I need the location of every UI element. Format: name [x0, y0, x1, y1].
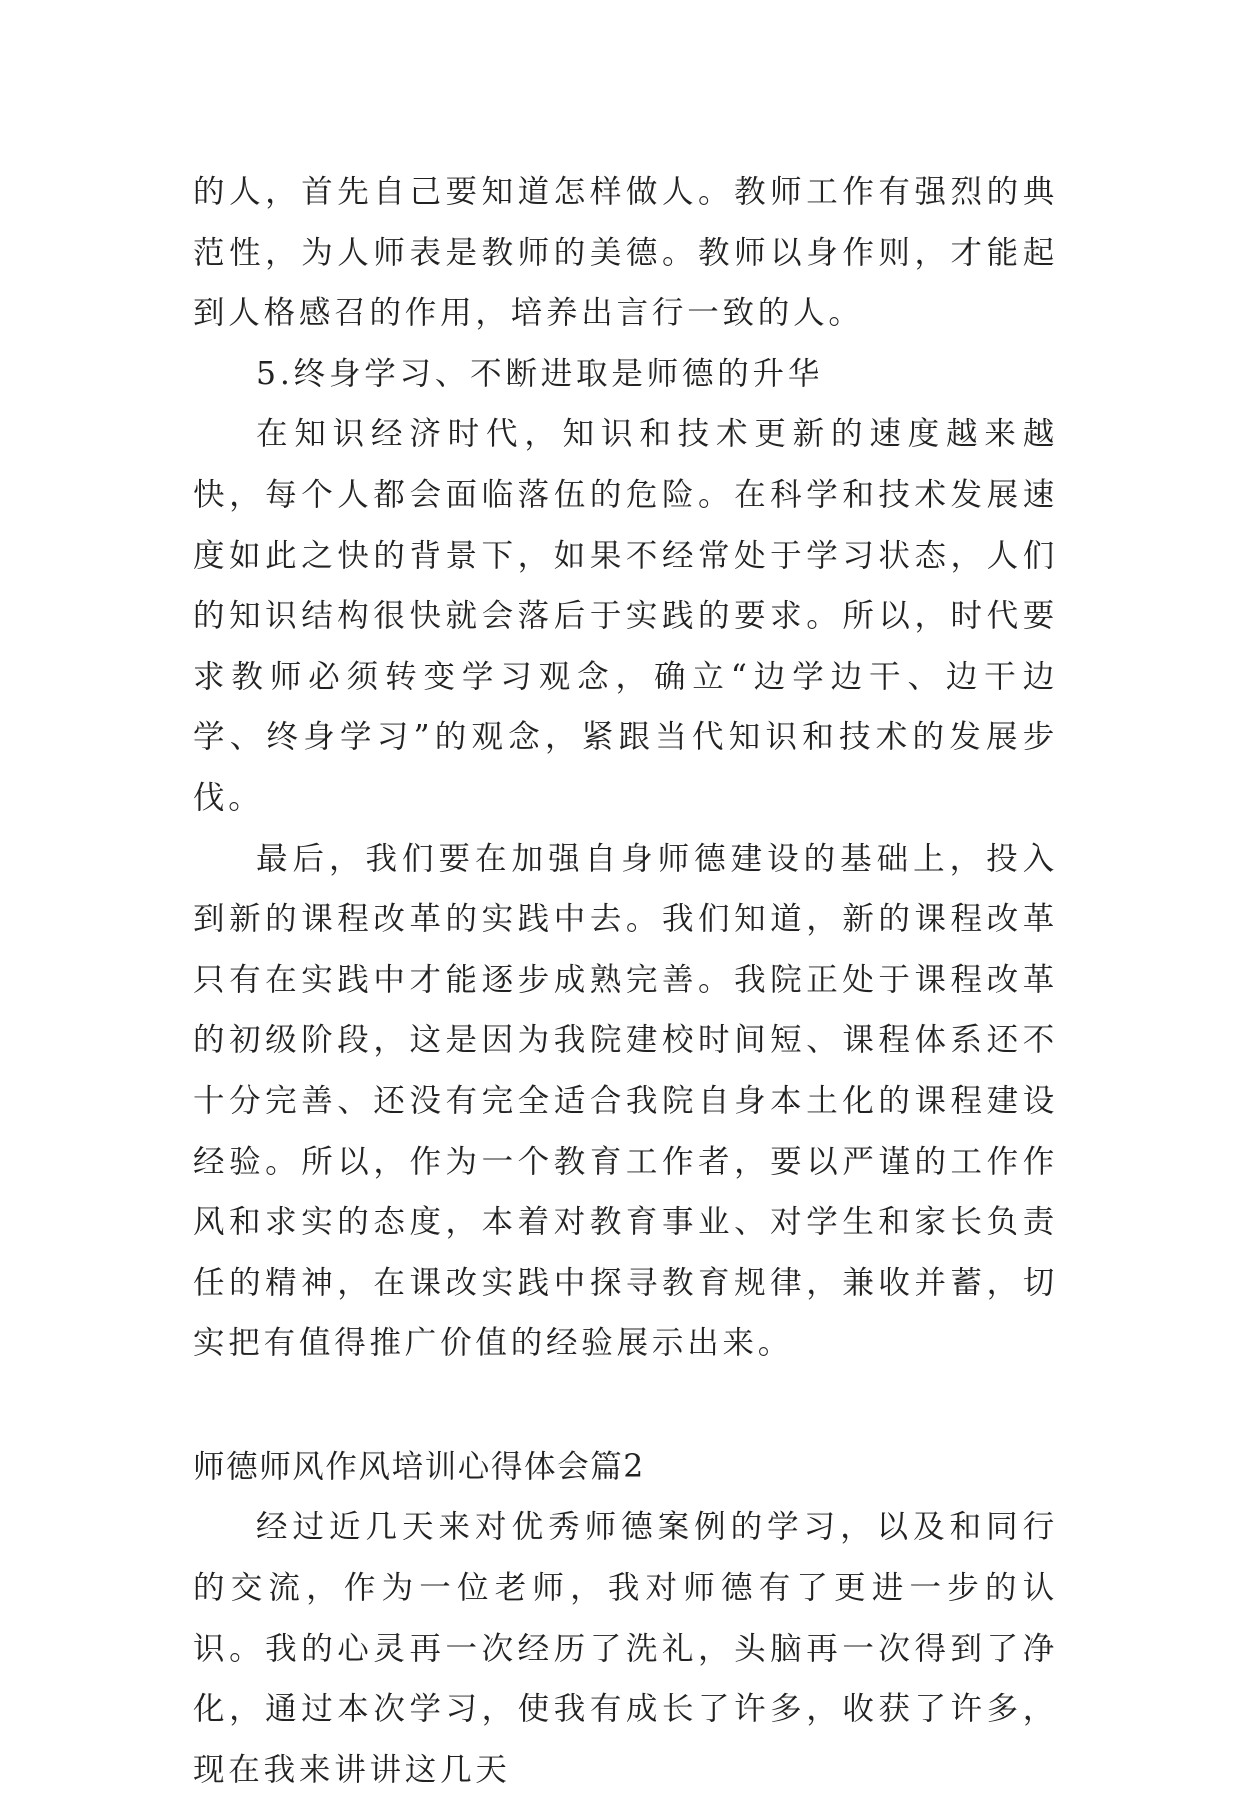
subheading-lifelong-learning: 5.终身学习、不断进取是师德的升华	[256, 355, 824, 392]
document-page	[193, 162, 1058, 1800]
paragraph-curriculum-reform: 最后，我们要在加强自身师德建设的基础上，投入到新的课程改革的实践中去。我们知道，新的课程改革只有在实践中才能逐步成熟完善。我院正处于课程改革的初级阶段，这是因为我院建校时间短、课程体系还不十分完善、还没有完全适合我院自身本土化的课程建设经验。所以，作为一个教育工作者，要以严谨的工作作风和求实的态度，本着对教育事业、对学生和家长负责任的精神，在课改实践中探寻教育规律，兼收并蓄，切实把有值得推广价值的经验展示出来。	[193, 840, 1058, 1362]
paragraph-case-study: 经过近几天来对优秀师德案例的学习，以及和同行的交流，作为一位老师，我对师德有了更进一步的认识。我的心灵再一次经历了洗礼，头脑再一次得到了净化，通过本次学习，使我有成长了许多，收获了许多，现在我来讲讲这几天	[193, 1509, 1058, 1788]
paragraph-knowledge-economy: 在知识经济时代，知识和技术更新的速度越来越快，每个人都会面临落伍的危险。在科学和技术发展速度如此之快的背景下，如果不经常处于学习状态，人们的知识结构很快就会落后于实践的要求。所以，时代要求教师必须转变学习观念，确立“边学边干、边干边学、终身学习”的观念，紧跟当代知识和技术的发展步伐。	[193, 416, 1058, 816]
section-heading: 师德师风作风培训心得体会篇2	[193, 1448, 645, 1485]
paragraph-role-model: 的人，首先自己要知道怎样做人。教师工作有强烈的典范性，为人师表是教师的美德。教师以身作则，才能起到人格感召的作用，培养出言行一致的人。	[193, 174, 1058, 332]
